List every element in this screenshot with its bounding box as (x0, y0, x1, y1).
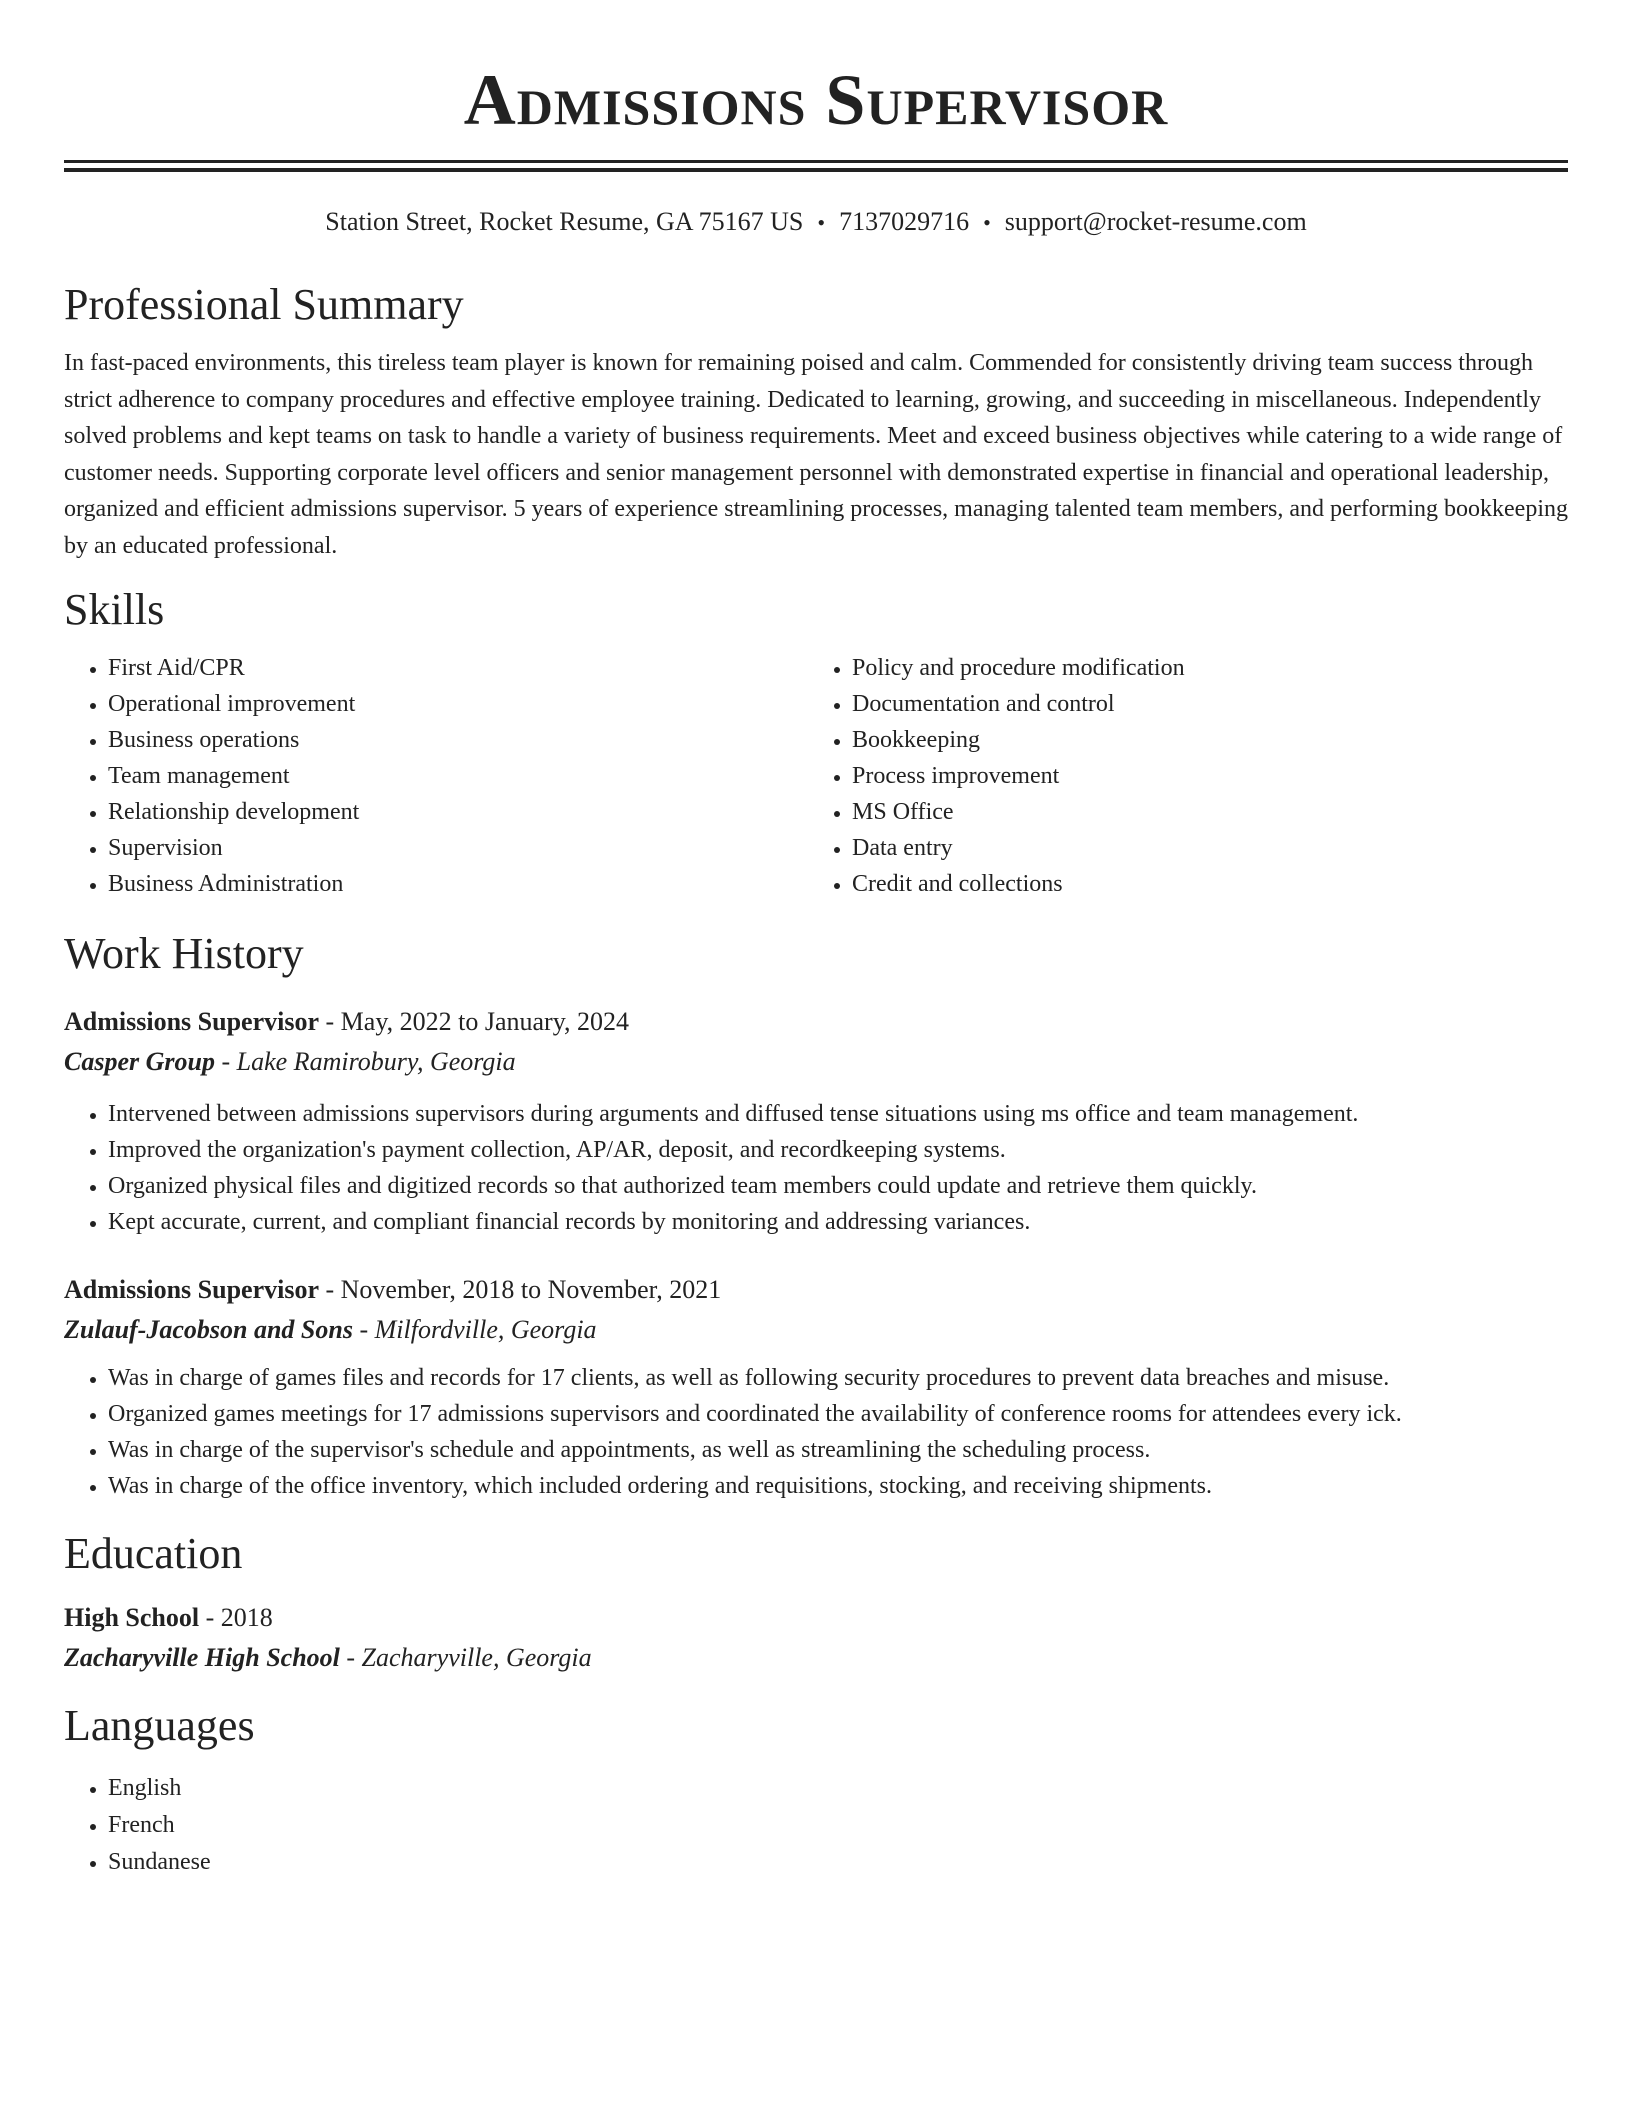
contact-separator: • (817, 210, 826, 235)
skill-item: • Documentation and control (852, 686, 1552, 722)
skill-item: • Process improvement (852, 758, 1552, 794)
job-dates: - November, 2018 to November, 2021 (319, 1275, 722, 1304)
job-location: - Lake Ramirobury, Georgia (214, 1047, 516, 1076)
skill-item: • MS Office (852, 794, 1552, 830)
work-history-heading: Work History (64, 929, 304, 978)
job-entry (64, 1002, 1568, 1240)
education-year: - 2018 (199, 1603, 273, 1632)
language-item: • Sundanese (108, 1844, 1568, 1881)
job-company-line (64, 1310, 1568, 1350)
job-bullet: • Kept accurate, current, and compliant financial records by monitoring and addressing variances. (108, 1204, 1568, 1240)
job-bullet: • Organized physical files and digitized records so that authorized team members could update and retrieve them quickly. (108, 1168, 1568, 1204)
header-divider-bottom (64, 168, 1568, 172)
skill-item: • Data entry (852, 830, 1552, 866)
skill-item: • Bookkeeping (852, 722, 1552, 758)
job-title: Admissions Supervisor (64, 1275, 319, 1304)
education-degree-line (64, 1598, 1568, 1638)
job-bullet: • Was in charge of games files and records for 17 clients, as well as following security procedures to prevent data breaches and misuse. (108, 1360, 1568, 1396)
language-item: • French (108, 1807, 1568, 1844)
skill-item: • First Aid/CPR (108, 650, 808, 686)
languages-heading: Languages (64, 1701, 255, 1750)
skills-column-left (64, 650, 808, 902)
skill-item: • Team management (108, 758, 808, 794)
education-entry (64, 1598, 1568, 1678)
education-school-line (64, 1638, 1568, 1678)
job-company: Casper Group (64, 1047, 215, 1076)
skill-item: • Business Administration (108, 866, 808, 902)
header-divider-top (64, 160, 1568, 163)
languages-list (64, 1770, 1568, 1881)
summary-heading: Professional Summary (64, 280, 464, 329)
job-title: Admissions Supervisor (64, 1007, 319, 1036)
job-dates: - May, 2022 to January, 2024 (319, 1007, 630, 1036)
job-bullet: • Improved the organization's payment collection, AP/AR, deposit, and recordkeeping systems. (108, 1132, 1568, 1168)
skill-item: • Policy and procedure modification (852, 650, 1552, 686)
education-heading: Education (64, 1529, 243, 1578)
job-bullets (64, 1360, 1568, 1504)
job-entry (64, 1270, 1568, 1504)
job-bullets (64, 1096, 1568, 1240)
language-item: • English (108, 1770, 1568, 1807)
contact-email: support@rocket-resume.com (1004, 207, 1307, 236)
skill-item: • Supervision (108, 830, 808, 866)
contact-line (64, 206, 1568, 239)
skill-item: • Business operations (108, 722, 808, 758)
job-title-line (64, 1270, 1568, 1310)
summary-text: In fast-paced environments, this tireless team player is known for remaining poised and calm. Commended for consistently driving team success through strict adherence to company procedures and effective employee training. Dedicated to learning, growing, and succeeding in miscellaneous. Independently solved problems and kept teams on task to handle a variety of business requirements. Meet and exceed business objectives while catering to a wide range of customer needs. Supporting corporate level officers and senior management personnel with demonstrated expertise in financial and operational leadership, organized and efficient admissions supervisor. 5 years of experience streamlining processes, managing talented team members, and performing bookkeeping by an educated professional. (64, 350, 1568, 559)
job-bullet: • Intervened between admissions supervisors during arguments and diffused tense situations using ms office and team management. (108, 1096, 1568, 1132)
skill-item: • Operational improvement (108, 686, 808, 722)
skills-list (64, 650, 1568, 902)
job-location: - Milfordville, Georgia (352, 1315, 597, 1344)
contact-phone: 7137029716 (839, 207, 970, 236)
skill-item: • Relationship development (108, 794, 808, 830)
education-school: Zacharyville High School (64, 1643, 340, 1672)
job-company-line (64, 1042, 1568, 1082)
education-degree: High School (64, 1603, 200, 1632)
contact-separator: • (983, 210, 991, 235)
resume-title: Admissions Supervisor (463, 60, 1169, 140)
skills-column-right (808, 650, 1552, 902)
contact-address: Station Street, Rocket Resume, GA 75167 US (325, 207, 804, 236)
education-location: - Zacharyville, Georgia (339, 1643, 592, 1672)
skill-item: • Credit and collections (852, 866, 1552, 902)
skills-heading: Skills (64, 585, 165, 634)
job-bullet: • Organized games meetings for 17 admissions supervisors and coordinated the availability of conference rooms for attendees every ick. (108, 1396, 1568, 1432)
job-bullet: • Was in charge of the supervisor's schedule and appointments, as well as streamlining the scheduling process. (108, 1432, 1568, 1468)
job-company: Zulauf-Jacobson and Sons (64, 1315, 353, 1344)
job-bullet: • Was in charge of the office inventory, which included ordering and requisitions, stocking, and receiving shipments. (108, 1468, 1568, 1504)
job-title-line (64, 1002, 1568, 1042)
